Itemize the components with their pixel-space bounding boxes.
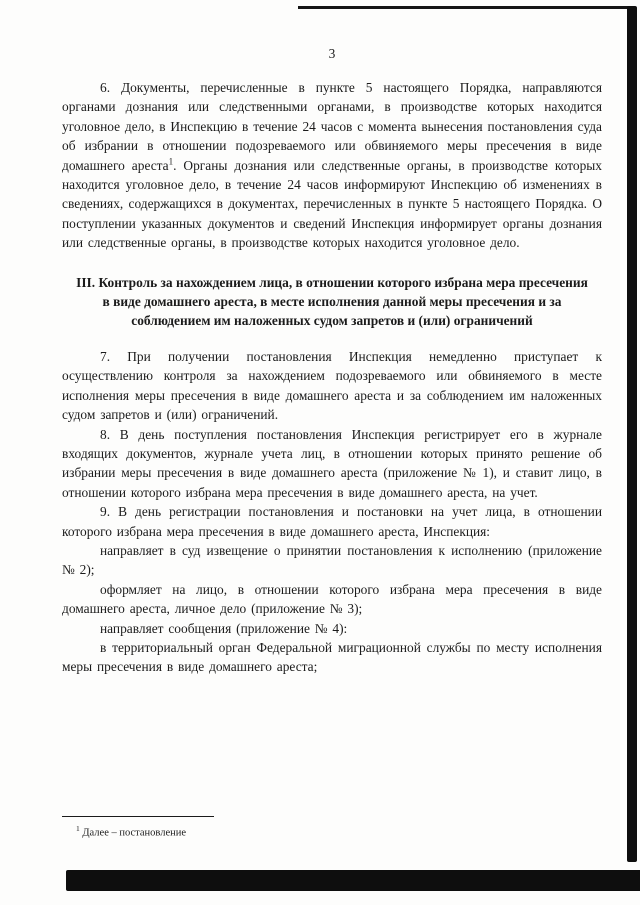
paragraph-9-item-3: направляет сообщения (приложение № 4): — [100, 620, 348, 636]
footnote-text — [62, 822, 602, 841]
scan-artifact-bottom-bar — [66, 870, 640, 891]
section-heading: III. Контроль за нахождением лица, в отношении которого избрана мера пресечения в виде домашнего ареста, в месте исполнения данной меры пресечения и за соблюдением им наложенных судом запретов и (или) ограничений — [76, 274, 588, 329]
footnote-label: Далее – постановление — [82, 827, 187, 839]
scan-artifact-right-bar — [627, 6, 637, 862]
footnote-area — [62, 816, 602, 841]
paragraph-9-item-1: направляет в суд извещение о принятии постановления к исполнению (приложение № 2); — [62, 542, 602, 578]
paragraph-9: 9. В день регистрации постановления и постановки на учет лица, в отношении которого избрана мера пресечения в виде домашнего ареста, Инспекция: — [62, 504, 602, 539]
paragraph-7: 7. При получении постановления Инспекция немедленно приступает к осуществлению контроля за нахождением подозреваемого или обвиняемого в месте исполнения меры пресечения в виде домашнего ареста и за соблюдением им наложенных судом запретов и (или) ограничений. — [62, 348, 602, 423]
paragraph-9-item-2: оформляет на лицо, в отношении которого избрана мера пресечения в виде домашнего ареста, личное дело (приложение № 3); — [62, 581, 602, 617]
paragraph-9-item-4: в территориальный орган Федеральной миграционной службы по месту исполнения меры пресечения в виде домашнего ареста; — [62, 639, 602, 675]
page-number: 3 — [328, 46, 336, 61]
document-content — [62, 46, 602, 677]
footnote-marker: 1 — [76, 824, 80, 833]
footnote-separator-rule — [62, 816, 214, 817]
paragraph-6-text: 6. Документы, перечисленные в пункте 5 настоящего Порядка, направляются органами дознания или следственными органами, в производстве которых находится уголовное дело, в Инспекцию в течение 24 часов с момента вынесения постановления суда об избрании в отношении подозреваемого или обвиняемого меры пресечения в виде домашнего ареста — [62, 80, 602, 173]
paragraph-6-text-continued: . Органы дознания или следственные органы, в производстве которых находится уголовное дело, в течение 24 часов информируют Инспекцию об изменениях в сведениях, содержащихся в документах, перечисленных в пункте 5 настоящего Порядка. О поступлении указанных документов и сведений Инспекция информирует органы дознания или следственные органы, в производстве которых находится уголовное дело. — [62, 157, 602, 251]
paragraph-8: 8. В день поступления постановления Инспекция регистрирует его в журнале входящих документов, журнале учета лиц, в отношении которых принято решение об избрании меры пресечения в виде домашнего ареста (приложение № 1), и ставит лицо, в отношении которого избрана мера пресечения в виде домашнего ареста, на учет. — [62, 426, 602, 500]
paragraph-6 — [62, 78, 602, 253]
scan-artifact-top-line — [298, 6, 634, 9]
footnote-reference-marker: 1 — [168, 156, 174, 167]
